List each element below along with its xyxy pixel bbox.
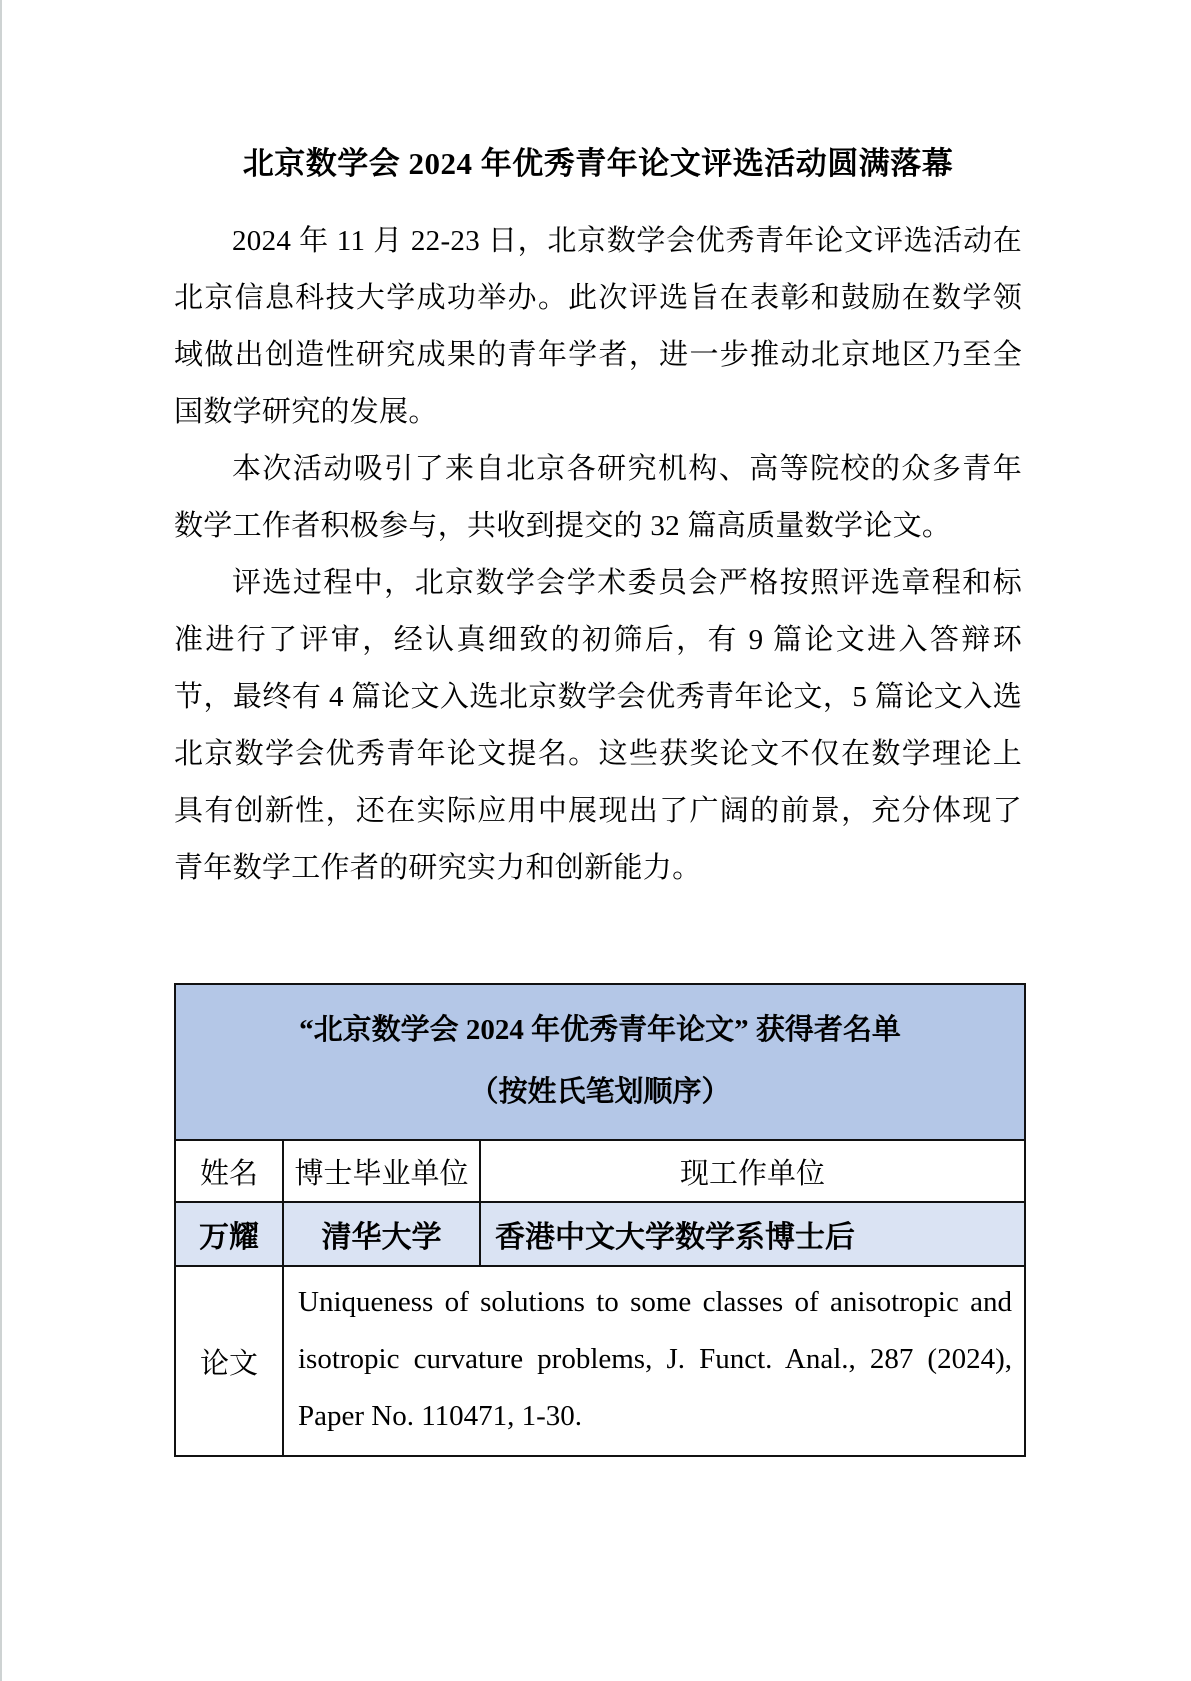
column-header-current-affiliation: 现工作单位 <box>480 1140 1025 1202</box>
table-title: “北京数学会 2024 年优秀青年论文” 获得者名单 <box>299 1014 901 1046</box>
page-title: 北京数学会 2024 年优秀青年论文评选活动圆满落幕 <box>242 146 954 181</box>
document-content <box>2 0 1191 1457</box>
table-title-cell <box>175 984 1025 1140</box>
awardee-current-affiliation-cell: 香港中文大学数学系博士后 <box>480 1202 1025 1266</box>
awardee-name-cell: 万耀 <box>175 1202 283 1266</box>
awardee-phd-institution-cell: 清华大学 <box>283 1202 480 1266</box>
awardee-row <box>175 1202 1025 1266</box>
table-column-header-row <box>175 1140 1025 1202</box>
table-title-row <box>175 984 1025 1140</box>
paragraph-participation: 本次活动吸引了来自北京各研究机构、高等院校的众多青年数学工作者积极参与，共收到提交的 32 篇高质量数学论文。 <box>174 453 1022 542</box>
awardees-table <box>174 983 1026 1457</box>
paper-citation-cell: Uniqueness of solutions to some classes of anisotropic and isotropic curvature problems, J. Funct. Anal., 287 (2024), Paper No. 110471, 1-30. <box>283 1266 1025 1456</box>
column-header-name: 姓名 <box>175 1140 283 1202</box>
paper-label-cell: 论文 <box>175 1266 283 1456</box>
column-header-phd-institution: 博士毕业单位 <box>283 1140 480 1202</box>
paper-row <box>175 1266 1025 1456</box>
paragraph-intro: 2024 年 11 月 22-23 日，北京数学会优秀青年论文评选活动在北京信息科技大学成功举办。此次评选旨在表彰和鼓励在数学领域做出创造性研究成果的青年学者，进一步推动北京地区乃至全国数学研究的发展。 <box>174 225 1022 428</box>
table-subtitle: （按姓氏笔划顺序） <box>469 1076 731 1108</box>
paragraph-selection-process: 评选过程中，北京数学会学术委员会严格按照评选章程和标准进行了评审，经认真细致的初筛后，有 9 篇论文进入答辩环节，最终有 4 篇论文入选北京数学会优秀青年论文，5 篇论文入选北京数学会优秀青年论文提名。这些获奖论文不仅在数学理论上具有创新性，还在实际应用中展现出了广阔的前景，充分体现了青年数学工作者的研究实力和创新能力。 <box>174 567 1022 884</box>
